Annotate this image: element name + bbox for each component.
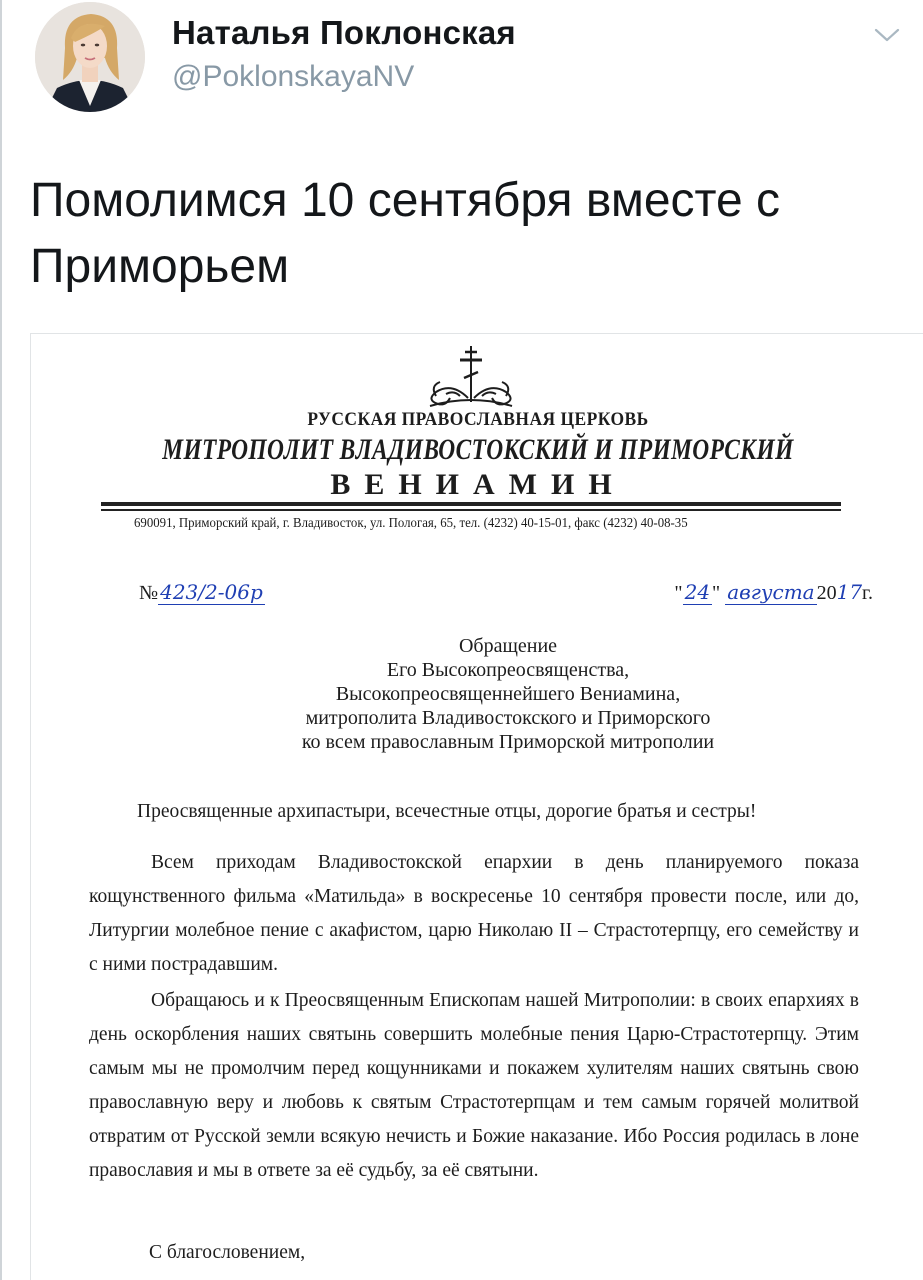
tweet-text: Помолимся 10 сентября вместе с Приморьем — [30, 174, 780, 293]
date-year-suffix: 17 — [836, 580, 863, 604]
avatar[interactable] — [35, 2, 145, 112]
heading-line: ко всем православным Приморской митрополии — [301, 731, 715, 753]
heading-line: Высокопреосвященнейшего Вениамина, — [335, 683, 681, 705]
appeal-greeting: Преосвященные архипастыри, всечестные отцы, дорогие братья и сестры! — [137, 801, 757, 822]
appeal-heading — [61, 634, 923, 754]
date-quote-close: " — [712, 582, 721, 604]
heading-line: митрополита Владивостокского и Приморского — [305, 707, 711, 729]
date-year-prefix: 20 — [816, 582, 837, 604]
orthodox-cross-icon — [416, 344, 526, 410]
letterhead-divider-thin — [101, 509, 841, 511]
chevron-down-icon[interactable] — [870, 22, 904, 48]
appeal-closing: С благословением, — [149, 1242, 306, 1263]
heading-line: Его Высокопреосвященства, — [386, 659, 630, 681]
letterhead-metropolitan: МИТРОПОЛИТ ВЛАДИВОСТОКСКИЙ И ПРИМОРСКИЙ — [162, 433, 794, 466]
date-quote-open: " — [674, 582, 683, 604]
letterhead-name: ВЕНИАМИН — [330, 468, 626, 501]
date-year-end: г. — [862, 582, 873, 604]
attached-document-image[interactable] — [30, 333, 923, 1280]
document-number-value: 423/2-06р — [160, 580, 263, 604]
heading-line: Обращение — [458, 635, 558, 657]
date-month: августа — [727, 580, 815, 604]
avatar-portrait — [35, 2, 145, 112]
document-date — [674, 580, 873, 605]
document-number-prefix: № — [139, 582, 159, 604]
appeal-paragraph: Обращаюсь и к Преосвященным Епископам нашей Митрополии: в своих епархиях в день оскорбления наших святынь совершить молебные пения Царю-Страстотерпцу. Этим самым мы не промолчим перед кощунниками и покажем хулителям наших святынь свою православную веру и любовь к святым Страстотерпцам и тем самым горячей молитвой отвратим от Русской земли всякую нечисть и Божие наказание. Ибо Россия родилась в лоне православия и мы в ответе за её судьбу, за её святыни. — [89, 990, 859, 1181]
letterhead-divider — [101, 502, 841, 506]
document-number — [139, 580, 265, 605]
letterhead-address: 690091, Приморский край, г. Владивосток, ул. Пологая, 65, тел. (4232) 40-15-01, факс (4232) 40-08-35 — [134, 515, 688, 530]
date-day: 24 — [684, 580, 711, 604]
author-display-name[interactable]: Наталья Поклонская — [172, 14, 516, 51]
author-handle[interactable]: @PoklonskayaNV — [172, 60, 415, 93]
letterhead-church: РУССКАЯ ПРАВОСЛАВНАЯ ЦЕРКОВЬ — [307, 409, 649, 430]
appeal-paragraph: Всем приходам Владивостокской епархии в день планируемого показа кощунственного фильма «Матильда» в воскресенье 10 сентября провести после, или до, Литургии молебное пение с акафистом, царю Николаю II – Страстотерпцу, его семейству и с ними пострадавшим. — [89, 852, 859, 975]
